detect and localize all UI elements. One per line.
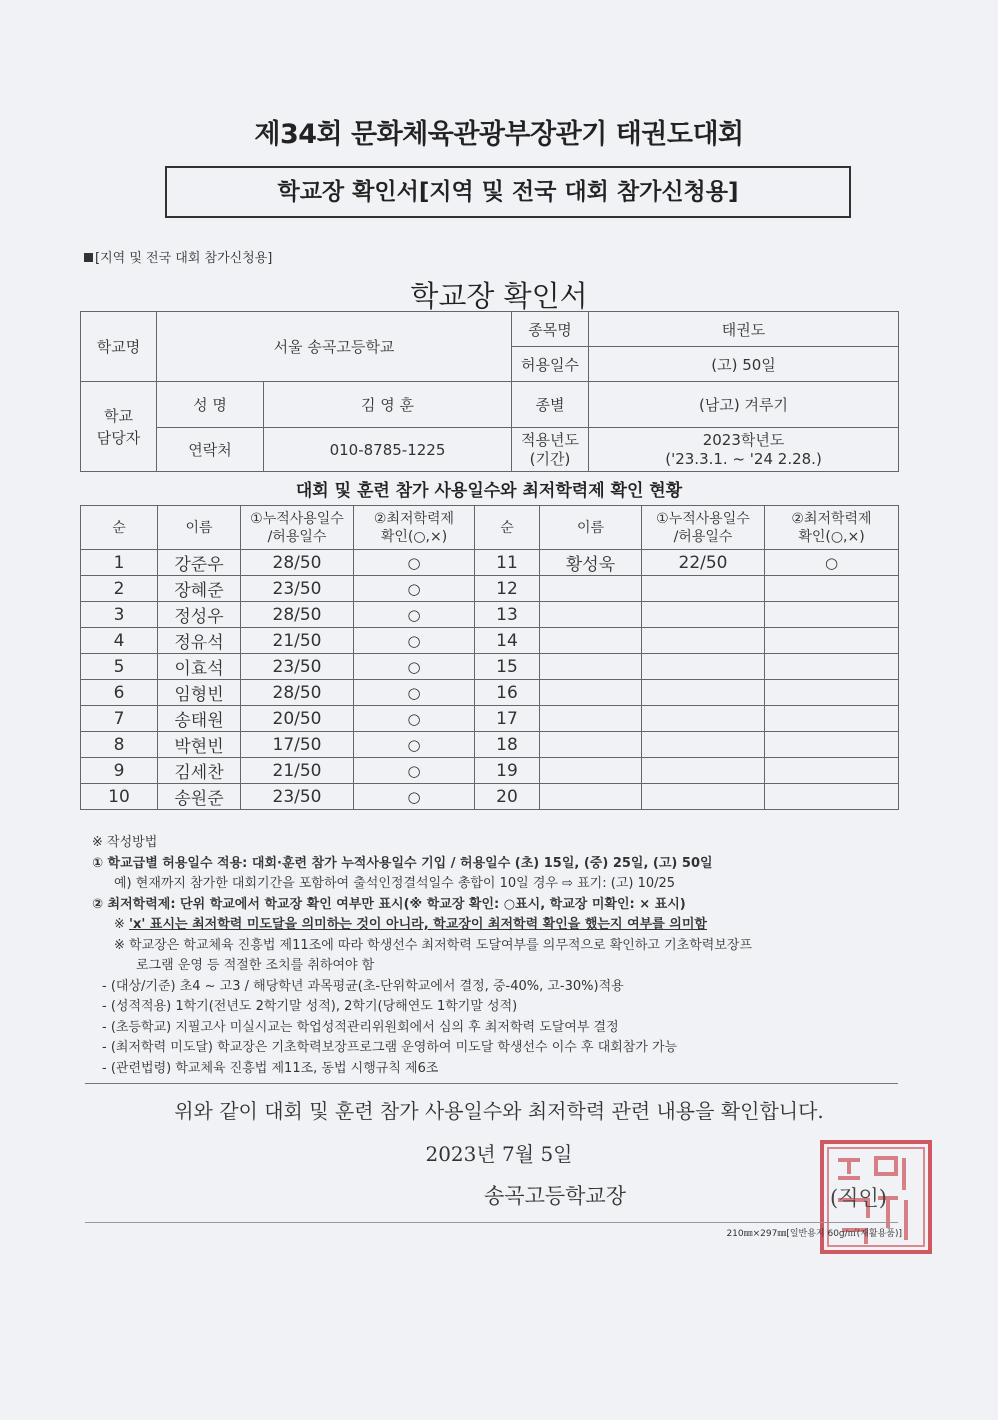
row-number: 15 bbox=[475, 654, 540, 680]
year-label-line2: (기간) bbox=[529, 449, 571, 468]
header-check-line2: 확인(○,×) bbox=[798, 528, 865, 545]
header-name: 이름 bbox=[158, 506, 241, 550]
days-used bbox=[642, 654, 765, 680]
contact-value: 010-8785-1225 bbox=[264, 428, 512, 472]
row-number: 10 bbox=[81, 784, 158, 810]
header-check bbox=[354, 506, 475, 550]
days-used: 23/50 bbox=[241, 576, 354, 602]
row-number: 20 bbox=[475, 784, 540, 810]
year-value-line2: ('23.3.1. ~ '24 2.28.) bbox=[665, 449, 822, 468]
school-name-value: 서울 송곡고등학교 bbox=[157, 312, 512, 382]
days-used: 21/50 bbox=[241, 758, 354, 784]
year-value-line1: 2023학년도 bbox=[702, 430, 785, 449]
table-row bbox=[81, 758, 899, 784]
allowed-days-label: 허용일수 bbox=[512, 347, 589, 382]
header-days-line2: /허용일수 bbox=[267, 528, 327, 545]
participant-name: 장혜준 bbox=[158, 576, 241, 602]
days-used: 20/50 bbox=[241, 706, 354, 732]
header-check-line2: 확인(○,×) bbox=[380, 528, 448, 545]
divider-bottom bbox=[85, 1222, 898, 1223]
participant-name bbox=[540, 758, 642, 784]
notes-section bbox=[92, 833, 892, 1079]
days-used: 21/50 bbox=[241, 628, 354, 654]
participant-name: 김세찬 bbox=[158, 758, 241, 784]
min-academic-check: ○ bbox=[354, 706, 475, 732]
days-used: 23/50 bbox=[241, 654, 354, 680]
note-2-b: ※ 학교장은 학교체육 진흥법 제11조에 따라 학생선수 최저학력 도달여부를 의무적으로 확인하고 기초학력보장프 bbox=[114, 937, 753, 953]
table-row bbox=[81, 576, 899, 602]
paper-size-note: 210㎜×297㎜[일반용지 60g/㎡(재활용품)] bbox=[726, 1229, 902, 1239]
participant-name: 송태원 bbox=[158, 706, 241, 732]
min-academic-check: ○ bbox=[354, 628, 475, 654]
min-academic-check bbox=[765, 628, 899, 654]
days-used: 17/50 bbox=[241, 732, 354, 758]
contact-label: 연락처 bbox=[157, 428, 264, 472]
row-number: 2 bbox=[81, 576, 158, 602]
participant-name: 임형빈 bbox=[158, 680, 241, 706]
header-check-line1: ②최저학력제 bbox=[373, 510, 455, 527]
participant-name bbox=[540, 706, 642, 732]
note-detail-5: - (관련법령) 학교체육 진흥법 제11조, 동법 시행규칙 제6조 bbox=[102, 1060, 439, 1076]
table-row bbox=[81, 550, 899, 576]
row-number: 4 bbox=[81, 628, 158, 654]
table-row bbox=[81, 732, 899, 758]
seal-label: (직인) bbox=[830, 1186, 887, 1210]
participant-name: 정성우 bbox=[158, 602, 241, 628]
manager-name-value: 김 영 훈 bbox=[264, 382, 512, 428]
min-academic-check bbox=[765, 654, 899, 680]
row-number: 11 bbox=[475, 550, 540, 576]
min-academic-check: ○ bbox=[354, 602, 475, 628]
table-row bbox=[81, 654, 899, 680]
min-academic-check bbox=[765, 602, 899, 628]
note-2: ② 최저학력제: 단위 학교에서 학교장 확인 여부만 표시(※ 학교장 확인: ○표시, 학교장 미확인: × 표시) bbox=[92, 896, 686, 912]
school-name-label: 학교명 bbox=[81, 312, 157, 382]
min-academic-check bbox=[765, 706, 899, 732]
header-days-line2: /허용일수 bbox=[673, 528, 733, 545]
header-check-line1: ②최저학력제 bbox=[791, 510, 872, 527]
header-no: 순 bbox=[475, 506, 540, 550]
header-days bbox=[642, 506, 765, 550]
min-academic-check: ○ bbox=[354, 732, 475, 758]
contest-title: 제34회 문화체육관광부장관기 태권도대회 bbox=[254, 119, 744, 150]
participant-name bbox=[540, 576, 642, 602]
table-row bbox=[81, 784, 899, 810]
allowed-days-value: (고) 50일 bbox=[589, 347, 899, 382]
participant-name bbox=[540, 732, 642, 758]
form-tag bbox=[84, 247, 272, 266]
notes-heading: ※ 작성방법 bbox=[92, 835, 158, 850]
header-name: 이름 bbox=[540, 506, 642, 550]
row-number: 12 bbox=[475, 576, 540, 602]
event-value: 태권도 bbox=[589, 312, 899, 347]
row-number: 18 bbox=[475, 732, 540, 758]
year-label-line1: 적용년도 bbox=[521, 430, 579, 449]
header-days bbox=[241, 506, 354, 550]
table-row bbox=[81, 680, 899, 706]
participant-name bbox=[540, 628, 642, 654]
manager-name-label: 성 명 bbox=[157, 382, 264, 428]
min-academic-check: ○ bbox=[354, 654, 475, 680]
min-academic-check bbox=[765, 680, 899, 706]
min-academic-check: ○ bbox=[354, 758, 475, 784]
note-2-a-prefix: ※ bbox=[114, 917, 130, 932]
category-label: 종별 bbox=[512, 382, 589, 428]
days-used bbox=[642, 732, 765, 758]
header-check bbox=[765, 506, 899, 550]
participant-name bbox=[540, 784, 642, 810]
days-used bbox=[642, 628, 765, 654]
note-1-example: 예) 현재까지 참가한 대회기간을 포함하여 출석인정결석일수 총합이 10일 경우 ⇨ 표기: (고) 10/25 bbox=[114, 876, 676, 891]
days-used: 23/50 bbox=[241, 784, 354, 810]
row-number: 19 bbox=[475, 758, 540, 784]
note-2-a-text: 'x' 표시는 최저학력 미도달을 의미하는 것이 아니라, 학교장이 최저학력 확인을 했는지 여부를 의미함 bbox=[129, 917, 707, 932]
min-academic-check: ○ bbox=[354, 576, 475, 602]
principal-title: 송곡고등학교장 bbox=[484, 1184, 627, 1208]
section-title: 대회 및 훈련 참가 사용일수와 최저학력제 확인 현황 bbox=[295, 481, 683, 501]
row-number: 6 bbox=[81, 680, 158, 706]
form-tag-text: [지역 및 전국 대회 참가신청용] bbox=[95, 251, 273, 266]
participant-name: 박현빈 bbox=[158, 732, 241, 758]
min-academic-check: ○ bbox=[354, 784, 475, 810]
category-value: (남고) 겨루기 bbox=[589, 382, 899, 428]
min-academic-check bbox=[765, 758, 899, 784]
days-used bbox=[642, 784, 765, 810]
participant-name bbox=[540, 602, 642, 628]
document-subtitle-box: 학교장 확인서[지역 및 전국 대회 참가신청용] bbox=[165, 166, 851, 218]
table-row bbox=[81, 602, 899, 628]
participant-name bbox=[540, 654, 642, 680]
table-row bbox=[81, 706, 899, 732]
days-used: 28/50 bbox=[241, 680, 354, 706]
school-info-table bbox=[80, 311, 899, 472]
row-number: 14 bbox=[475, 628, 540, 654]
header-days-line1: ①누적사용일수 bbox=[250, 510, 344, 527]
year-label bbox=[512, 428, 589, 472]
min-academic-check bbox=[765, 732, 899, 758]
min-academic-check: ○ bbox=[354, 550, 475, 576]
row-number: 1 bbox=[81, 550, 158, 576]
row-number: 16 bbox=[475, 680, 540, 706]
row-number: 7 bbox=[81, 706, 158, 732]
confirmation-statement: 위와 같이 대회 및 훈련 참가 사용일수와 최저학력 관련 내용을 확인합니다. bbox=[174, 1099, 824, 1123]
square-bullet-icon bbox=[84, 253, 93, 262]
note-detail-1: - (대상/기준) 초4 ~ 고3 / 해당학년 과목평균(초-단위학교에서 결정, 중-40%, 고-30%)적용 bbox=[102, 978, 624, 994]
event-label: 종목명 bbox=[512, 312, 589, 347]
row-number: 9 bbox=[81, 758, 158, 784]
days-used bbox=[642, 602, 765, 628]
row-number: 3 bbox=[81, 602, 158, 628]
issue-date: 2023년 7월 5일 bbox=[425, 1142, 573, 1166]
document-title: 학교장 확인서 bbox=[410, 279, 588, 313]
header-days-line1: ①누적사용일수 bbox=[656, 510, 750, 527]
row-number: 17 bbox=[475, 706, 540, 732]
min-academic-check bbox=[765, 784, 899, 810]
days-used bbox=[642, 576, 765, 602]
row-number: 13 bbox=[475, 602, 540, 628]
days-used: 28/50 bbox=[241, 602, 354, 628]
table-row bbox=[81, 628, 899, 654]
row-number: 8 bbox=[81, 732, 158, 758]
min-academic-check: ○ bbox=[765, 550, 899, 576]
participant-name: 황성욱 bbox=[540, 550, 642, 576]
days-used bbox=[642, 758, 765, 784]
min-academic-check: ○ bbox=[354, 680, 475, 706]
note-2-b-cont: 로그램 운영 등 적절한 조치를 취하여야 함 bbox=[136, 958, 375, 973]
note-detail-3: - (초등학교) 지필고사 미실시교는 학업성적관리위원회에서 심의 후 최저학력 도달여부 결정 bbox=[102, 1019, 619, 1035]
header-no: 순 bbox=[81, 506, 158, 550]
note-1: ① 학교급별 허용일수 적용: 대회·훈련 참가 누적사용일수 기입 / 허용일수 (초) 15일, (중) 25일, (고) 50일 bbox=[92, 855, 713, 871]
participant-name: 정유석 bbox=[158, 628, 241, 654]
participant-name: 이효석 bbox=[158, 654, 241, 680]
participant-name: 송원준 bbox=[158, 784, 241, 810]
days-used bbox=[642, 680, 765, 706]
days-used: 22/50 bbox=[642, 550, 765, 576]
year-value bbox=[589, 428, 899, 472]
note-detail-4: - (최저학력 미도달) 학교장은 기초학력보장프로그램 운영하여 미도달 학생선수 이수 후 대회참가 가능 bbox=[102, 1040, 678, 1055]
note-detail-2: - (성적적용) 1학기(전년도 2학기말 성적), 2학기(당해연도 1학기말 성적) bbox=[102, 999, 518, 1014]
note-2-a bbox=[92, 915, 892, 936]
divider-top bbox=[85, 1083, 898, 1084]
row-number: 5 bbox=[81, 654, 158, 680]
participants-table bbox=[80, 505, 899, 810]
manager-label: 학교 담당자 bbox=[81, 382, 157, 472]
days-used bbox=[642, 706, 765, 732]
min-academic-check bbox=[765, 576, 899, 602]
participant-name: 강준우 bbox=[158, 550, 241, 576]
participant-name bbox=[540, 680, 642, 706]
days-used: 28/50 bbox=[241, 550, 354, 576]
